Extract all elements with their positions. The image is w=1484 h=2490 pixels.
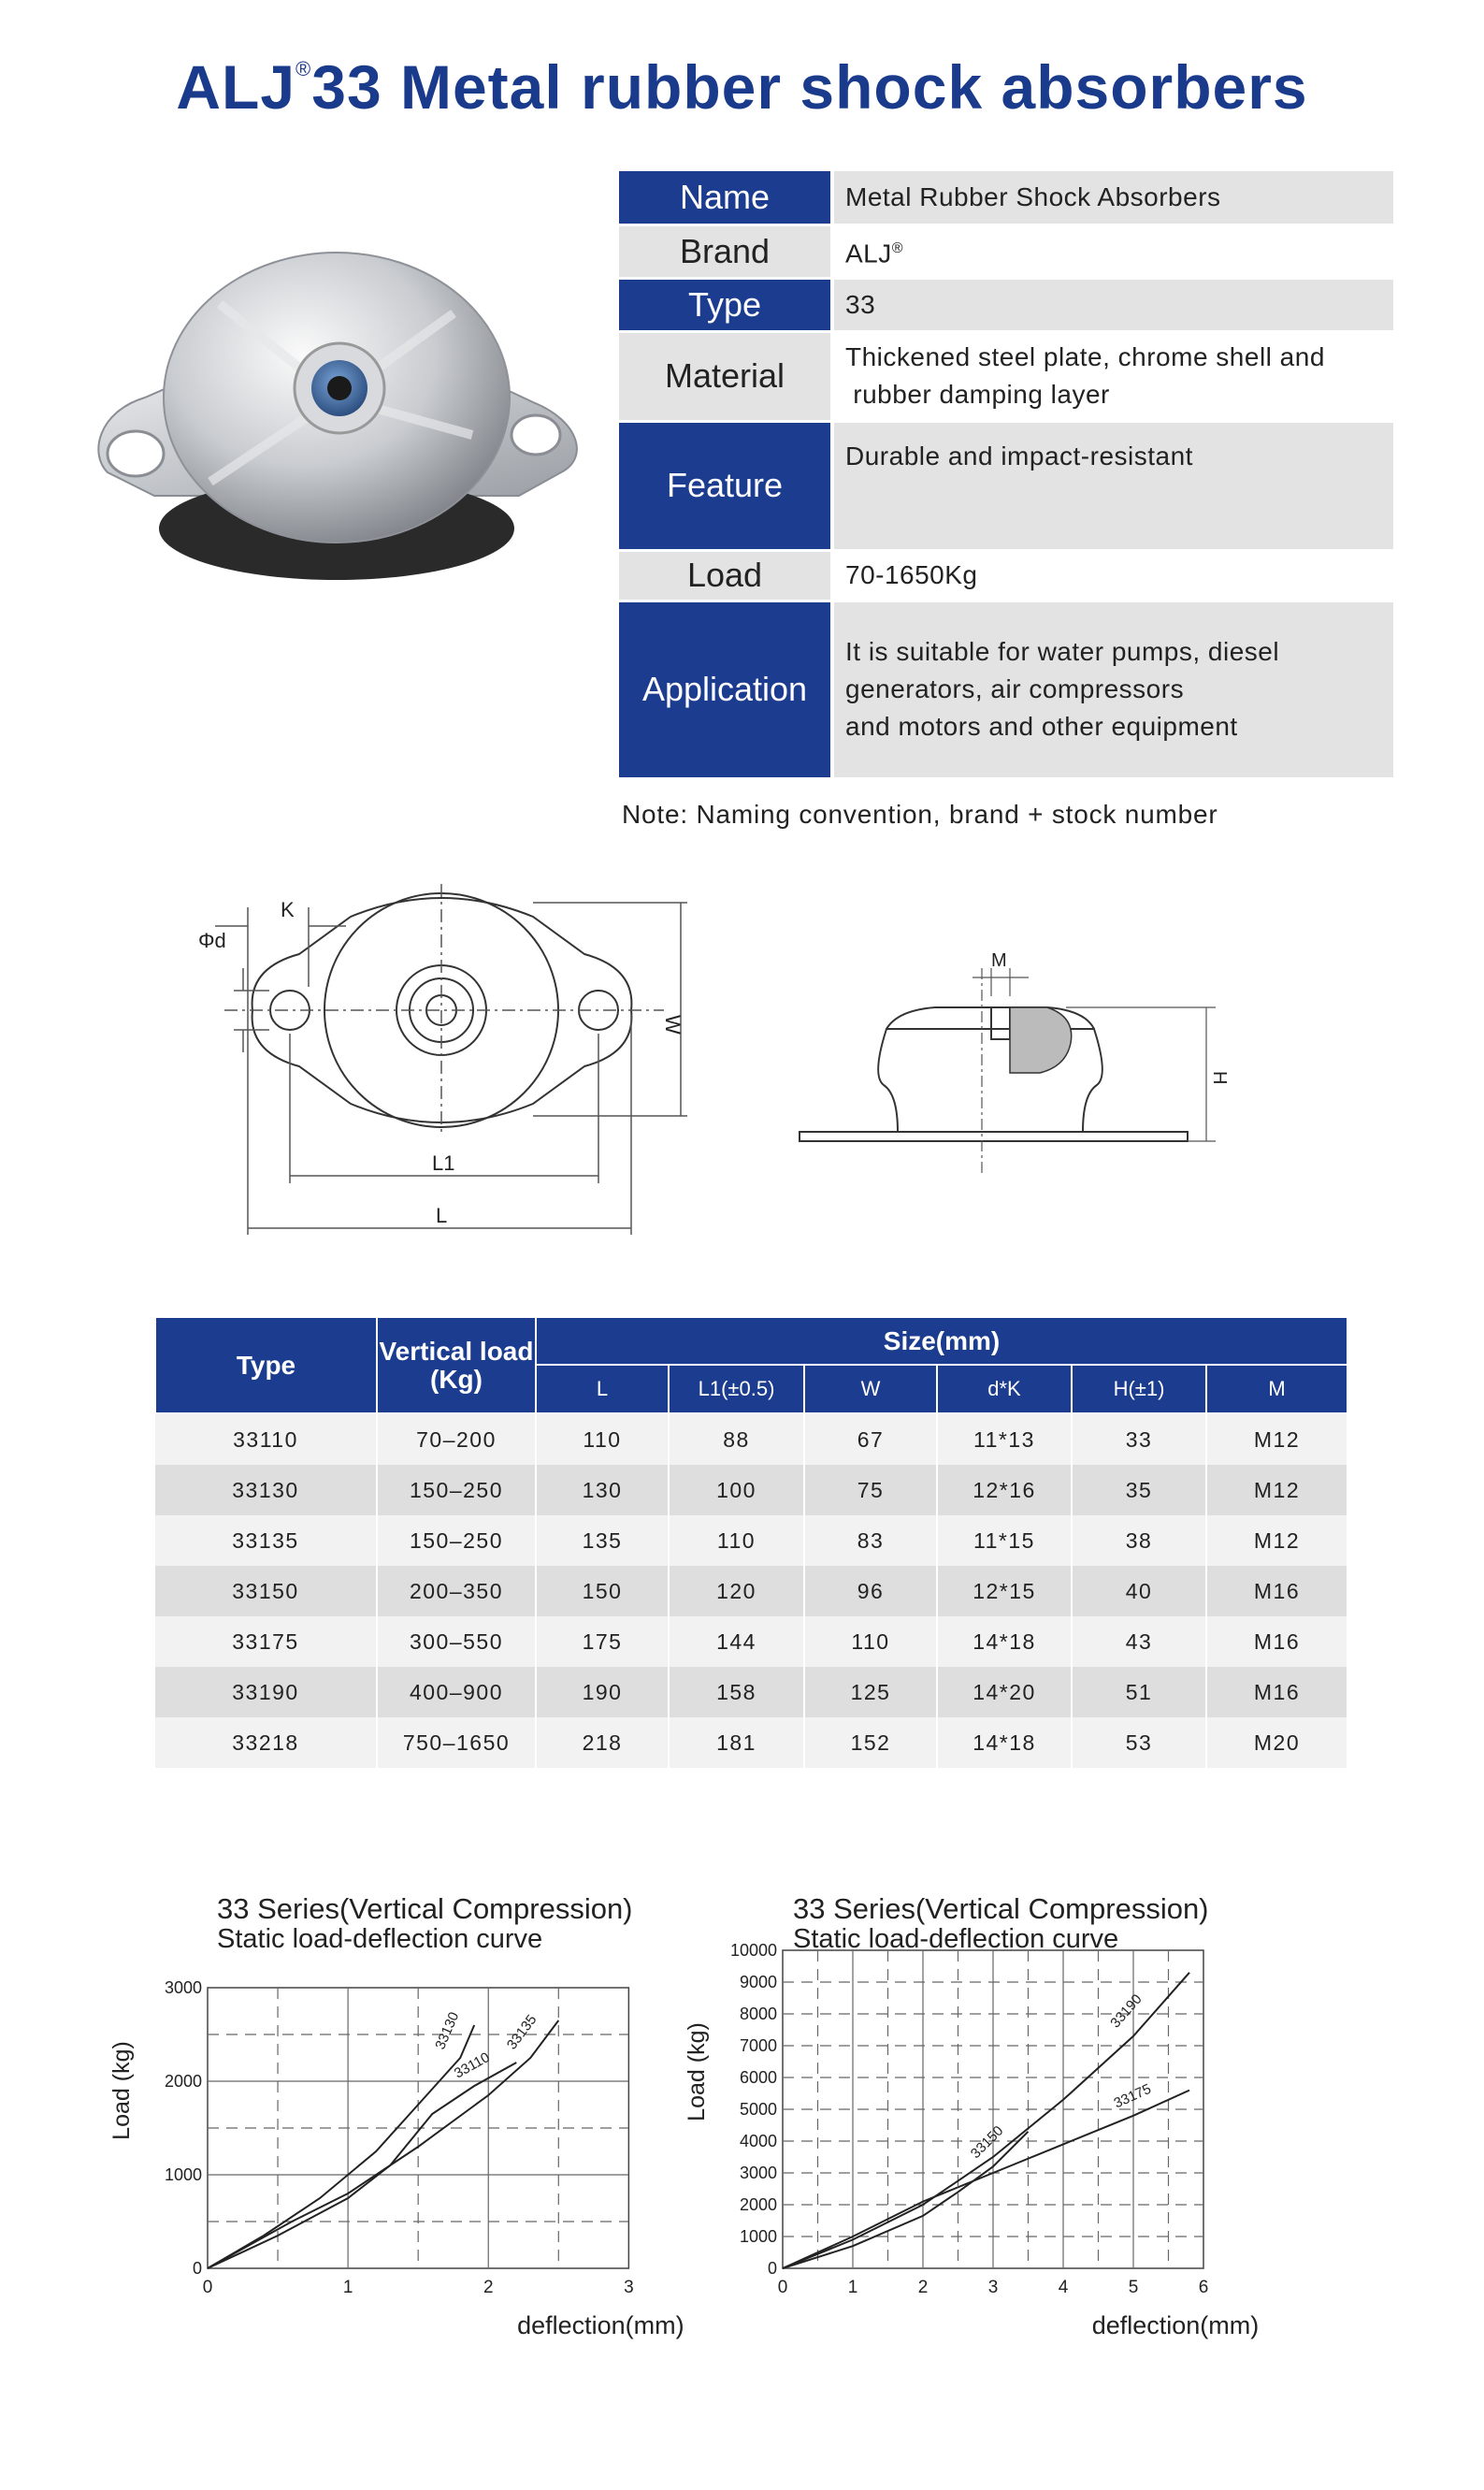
table-cell: 14*18 (937, 1616, 1072, 1667)
table-cell: 218 (536, 1717, 669, 1768)
table-row (155, 1413, 1347, 1465)
dim-label-m: M (991, 950, 1007, 971)
spec-row-application (619, 601, 1393, 778)
table-cell: 200–350 (377, 1566, 536, 1616)
subheader-cell: H(±1) (1072, 1365, 1206, 1413)
y-axis-label: Load (kg) (684, 2022, 710, 2121)
series-label: 33190 (1107, 1991, 1145, 2032)
y-tick-label: 0 (192, 2259, 202, 2278)
x-tick-label: 0 (202, 2278, 213, 2297)
page-title: ALJ®33 Metal rubber shock absorbers (176, 52, 1308, 122)
y-tick-label: 8000 (739, 2005, 777, 2023)
table-cell: 150 (536, 1566, 669, 1616)
spec-value: 70-1650Kg (832, 550, 1393, 601)
table-cell: 135 (536, 1515, 669, 1566)
x-axis-label: deflection(mm) (1091, 2311, 1260, 2339)
subheader-cell: M (1206, 1365, 1347, 1413)
table-cell: 35 (1072, 1465, 1206, 1515)
y-tick-label: 6000 (739, 2068, 777, 2087)
table-cell: 33150 (155, 1566, 377, 1616)
x-axis-label: deflection(mm) (517, 2311, 684, 2339)
x-tick-label: 1 (847, 2278, 858, 2297)
size-table (154, 1316, 1348, 1768)
series-label: 33110 (451, 2048, 493, 2082)
subheader-cell: d*K (937, 1365, 1072, 1413)
table-cell: 158 (669, 1667, 804, 1717)
spec-value: It is suitable for water pumps, diesel generators, air compressors and motors and other equipment (832, 601, 1393, 778)
y-tick-label: 9000 (739, 1973, 777, 1991)
x-tick-label: 6 (1198, 2278, 1209, 2297)
table-cell: 11*15 (937, 1515, 1072, 1566)
chart2-plot (678, 1941, 1260, 2404)
y-tick-label: 4000 (739, 2132, 777, 2150)
table-cell: 120 (669, 1566, 804, 1616)
series-label: 33130 (432, 2009, 463, 2052)
top-view-drawing (187, 875, 711, 1249)
spec-key: Feature (619, 421, 832, 550)
spec-value: ALJ® (832, 224, 1393, 278)
side-view-drawing (795, 949, 1234, 1174)
spec-row-feature (619, 421, 1393, 550)
table-cell: 33130 (155, 1465, 377, 1515)
spec-row-material (619, 331, 1393, 421)
table-cell: 150–250 (377, 1465, 536, 1515)
table-cell: 14*20 (937, 1667, 1072, 1717)
table-cell: 144 (669, 1616, 804, 1667)
table-cell: 300–550 (377, 1616, 536, 1667)
dim-label-w: W (661, 1015, 684, 1035)
table-cell: 67 (804, 1413, 937, 1465)
spec-row-type (619, 278, 1393, 331)
header-vertical-load: Vertical load (Kg) (377, 1317, 536, 1413)
y-tick-label: 7000 (739, 2036, 777, 2055)
spec-row-load (619, 550, 1393, 601)
product-photo (79, 248, 594, 608)
table-cell: M12 (1206, 1465, 1347, 1515)
table-cell: M16 (1206, 1616, 1347, 1667)
table-cell: 11*13 (937, 1413, 1072, 1465)
spec-key: Name (619, 171, 832, 224)
chart2-title: 33 Series(Vertical Compression) (793, 1892, 1209, 1925)
x-tick-label: 4 (1058, 2278, 1069, 2297)
spec-key: Application (619, 601, 832, 778)
table-cell: 190 (536, 1667, 669, 1717)
table-row (155, 1616, 1347, 1667)
table-cell: 70–200 (377, 1413, 536, 1465)
y-tick-label: 1000 (739, 2227, 777, 2246)
chart1-subtitle: Static load-deflection curve (217, 1924, 543, 1954)
dim-label-h: H (1209, 1071, 1230, 1085)
table-cell: 125 (804, 1667, 937, 1717)
table-cell: 130 (536, 1465, 669, 1515)
table-row (155, 1515, 1347, 1566)
table-cell: 88 (669, 1413, 804, 1465)
series-line-33110 (208, 2063, 516, 2268)
table-cell: 43 (1072, 1616, 1206, 1667)
x-tick-label: 2 (483, 2278, 494, 2297)
chart1-title: 33 Series(Vertical Compression) (217, 1892, 633, 1925)
y-tick-label: 1000 (164, 2165, 202, 2184)
x-tick-label: 1 (342, 2278, 353, 2297)
spec-key: Load (619, 550, 832, 601)
table-cell: 12*16 (937, 1465, 1072, 1515)
spec-row-brand (619, 224, 1393, 278)
spec-value: Durable and impact-resistant (832, 421, 1393, 550)
table-cell: M16 (1206, 1566, 1347, 1616)
spec-key: Brand (619, 224, 832, 278)
dim-label-l1: L1 (432, 1151, 455, 1175)
spec-value: Thickened steel plate, chrome shell and rubber damping layer (832, 331, 1393, 421)
x-tick-label: 3 (987, 2278, 999, 2297)
chart1-plot (103, 1964, 683, 2404)
series-line-33130 (208, 2025, 474, 2268)
spec-key: Type (619, 278, 832, 331)
table-row (155, 1566, 1347, 1616)
y-tick-label: 2000 (164, 2072, 202, 2091)
dim-label-d: Φd (198, 929, 226, 952)
table-cell: M12 (1206, 1413, 1347, 1465)
x-tick-label: 0 (777, 2278, 788, 2297)
table-cell: 12*15 (937, 1566, 1072, 1616)
table-row (155, 1465, 1347, 1515)
series-label: 33135 (503, 2011, 540, 2053)
subheader-cell: L1(±0.5) (669, 1365, 804, 1413)
table-cell: 83 (804, 1515, 937, 1566)
table-cell: 33190 (155, 1667, 377, 1717)
y-tick-label: 3000 (164, 1978, 202, 1997)
dim-label-l: L (436, 1204, 448, 1227)
spec-row-name (619, 171, 1393, 224)
table-cell: 152 (804, 1717, 937, 1768)
dim-label-k: K (281, 898, 295, 921)
table-row (155, 1667, 1347, 1717)
table-cell: 33175 (155, 1616, 377, 1667)
table-cell: 110 (669, 1515, 804, 1566)
chart2-subtitle: Static load-deflection curve (793, 1924, 1119, 1954)
spec-value: 33 (832, 278, 1393, 331)
y-tick-label: 0 (767, 2259, 777, 2278)
table-cell: 53 (1072, 1717, 1206, 1768)
series-line-33150 (783, 2132, 1029, 2268)
table-cell: 33 (1072, 1413, 1206, 1465)
x-tick-label: 2 (917, 2278, 929, 2297)
table-cell: 75 (804, 1465, 937, 1515)
table-cell: M20 (1206, 1717, 1347, 1768)
table-cell: 14*18 (937, 1717, 1072, 1768)
x-tick-label: 5 (1128, 2278, 1139, 2297)
y-tick-label: 5000 (739, 2100, 777, 2119)
table-cell: 33110 (155, 1413, 377, 1465)
table-cell: 181 (669, 1717, 804, 1768)
series-line-33175 (783, 2091, 1189, 2268)
subheader-cell: L (536, 1365, 669, 1413)
y-axis-label: Load (kg) (108, 2041, 135, 2140)
table-cell: 33135 (155, 1515, 377, 1566)
table-cell: 110 (804, 1616, 937, 1667)
header-size: Size(mm) (536, 1317, 1347, 1365)
table-cell: 110 (536, 1413, 669, 1465)
table-cell: 750–1650 (377, 1717, 536, 1768)
table-cell: 96 (804, 1566, 937, 1616)
spec-table (619, 171, 1393, 780)
y-tick-label: 10000 (729, 1941, 777, 1960)
table-cell: 51 (1072, 1667, 1206, 1717)
table-cell: 33218 (155, 1717, 377, 1768)
y-tick-label: 2000 (739, 2195, 777, 2214)
table-cell: M12 (1206, 1515, 1347, 1566)
series-label: 33175 (1111, 2080, 1154, 2112)
x-tick-label: 3 (624, 2278, 634, 2297)
table-cell: 400–900 (377, 1667, 536, 1717)
table-cell: 38 (1072, 1515, 1206, 1566)
spec-key: Material (619, 331, 832, 421)
header-type: Type (155, 1317, 377, 1413)
table-cell: 150–250 (377, 1515, 536, 1566)
table-row (155, 1717, 1347, 1768)
naming-note: Note: Naming convention, brand + stock number (622, 800, 1218, 829)
spec-value: Metal Rubber Shock Absorbers (832, 171, 1393, 224)
table-cell: 40 (1072, 1566, 1206, 1616)
table-cell: M16 (1206, 1667, 1347, 1717)
table-cell: 100 (669, 1465, 804, 1515)
subheader-cell: W (804, 1365, 937, 1413)
table-cell: 175 (536, 1616, 669, 1667)
series-label: 33150 (967, 2122, 1007, 2163)
y-tick-label: 3000 (739, 2164, 777, 2182)
